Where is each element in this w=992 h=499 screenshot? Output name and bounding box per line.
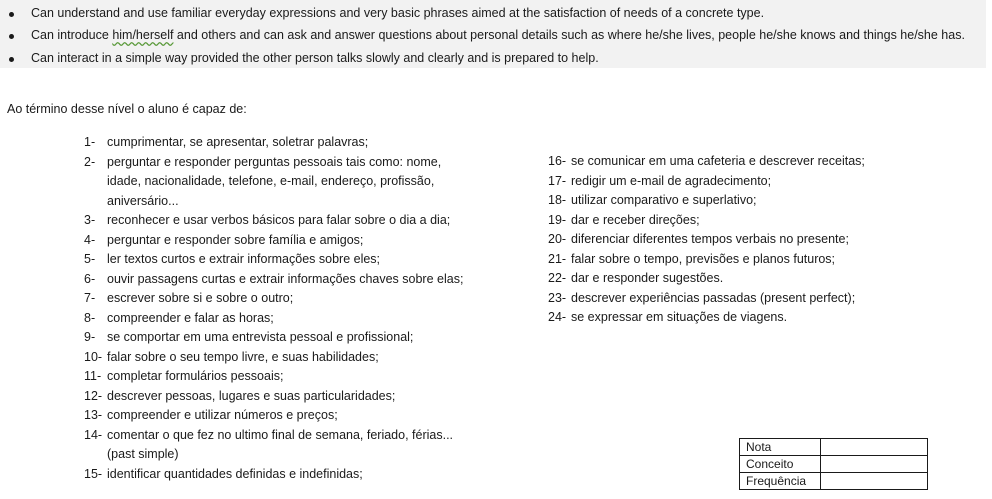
spellcheck-flagged-word: him/herself [112,28,174,42]
objective-number: 21- [548,251,567,266]
objective-number: 20- [548,232,567,246]
objective-number: 15- [84,466,103,481]
grade-table [739,438,928,490]
grade-value-cell[interactable] [821,473,928,490]
objective-number: 11- [84,369,102,383]
objective-number: 23- [548,290,567,305]
objective-text: se comunicar em uma cafeteria e descrever receitas; [571,154,865,168]
objective-text: escrever sobre si e sobre o outro; [107,291,294,305]
intro-text: Ao término desse nível o aluno é capaz de: [7,102,247,116]
objective-number: 2- [84,154,96,169]
objective-text: aniversário... [107,193,179,208]
objective-number: 8- [84,310,96,325]
cefr-descriptor-text: Can interact in a simple way provided the other person talks slowly and clearly and is prepared to help. [31,51,599,65]
objective-text: identificar quantidades definidas e indefinidas; [107,466,363,481]
objective-text: falar sobre o tempo, previsões e planos futuros; [571,251,836,266]
bullet-icon [9,12,14,17]
objective-text: ouvir passagens curtas e extrair informações chaves sobre elas; [107,271,464,286]
grade-row-nota [740,439,928,456]
grade-label: Nota [740,439,821,456]
cefr-descriptor-text: Can introduce him/herself and others and can ask and answer questions about personal details such as where he/she lives, people he/she knows and things he/she has. [31,28,965,42]
grade-value-cell[interactable] [821,439,928,456]
objective-number: 10- [84,349,103,364]
objective-number: 9- [84,330,96,344]
objective-text: perguntar e responder sobre família e amigos; [107,232,364,247]
objective-text: reconhecer e usar verbos básicos para falar sobre o dia a dia; [107,213,451,227]
objective-number: 13- [84,408,103,422]
objective-number: 1- [84,135,96,149]
objective-number: 12- [84,388,103,403]
objective-text: compreender e utilizar números e preços; [107,408,338,422]
objective-number: 16- [548,154,567,168]
objective-text: perguntar e responder perguntas pessoais tais como: nome, [107,154,442,169]
grade-label: Conceito [740,456,821,473]
objective-text: se expressar em situações de viagens. [571,310,788,324]
grade-value-cell[interactable] [821,456,928,473]
objective-number: 17- [548,173,567,188]
objective-text: descrever experiências passadas (present perfect); [571,290,856,305]
objective-text: diferenciar diferentes tempos verbais no presente; [571,232,849,246]
grade-label: Frequência [740,473,821,490]
bullet-icon [9,34,14,39]
objective-text: comentar o que fez no ultimo final de semana, feriado, férias... [107,427,454,442]
objective-text: se comportar em uma entrevista pessoal e profissional; [107,330,414,344]
objective-text: redigir um e-mail de agradecimento; [571,173,772,188]
objective-text: completar formulários pessoais; [107,369,284,383]
objective-text: utilizar comparativo e superlativo; [571,193,757,207]
objective-text: descrever pessoas, lugares e suas particularidades; [107,388,396,403]
objective-number: 6- [84,271,96,286]
objective-text: dar e receber direções; [571,212,700,227]
objective-number: 18- [548,193,567,207]
objective-text: (past simple) [107,447,179,461]
cefr-descriptor-box [0,0,986,68]
objective-number: 4- [84,232,96,247]
cefr-descriptor-text: Can understand and use familiar everyday expressions and very basic phrases aimed at the satisfaction of needs of a concrete type. [31,6,765,20]
objective-text: idade, nacionalidade, telefone, e-mail, endereço, profissão, [107,174,435,188]
grade-row-conceito [740,456,928,473]
objective-number: 24- [548,310,567,324]
bullet-icon [9,57,14,62]
objective-text: falar sobre o seu tempo livre, e suas habilidades; [107,349,379,364]
objective-number: 3- [84,213,96,227]
objective-text: ler textos curtos e extrair informações sobre eles; [107,252,381,266]
objective-text: dar e responder sugestões. [571,271,724,285]
objective-number: 19- [548,212,567,227]
objective-number: 14- [84,427,103,442]
grade-row-frequencia [740,473,928,490]
objective-number: 5- [84,252,96,266]
objective-number: 7- [84,291,96,305]
objective-text: cumprimentar, se apresentar, soletrar palavras; [107,135,369,149]
objective-text: compreender e falar as horas; [107,310,274,325]
objective-number: 22- [548,271,567,285]
